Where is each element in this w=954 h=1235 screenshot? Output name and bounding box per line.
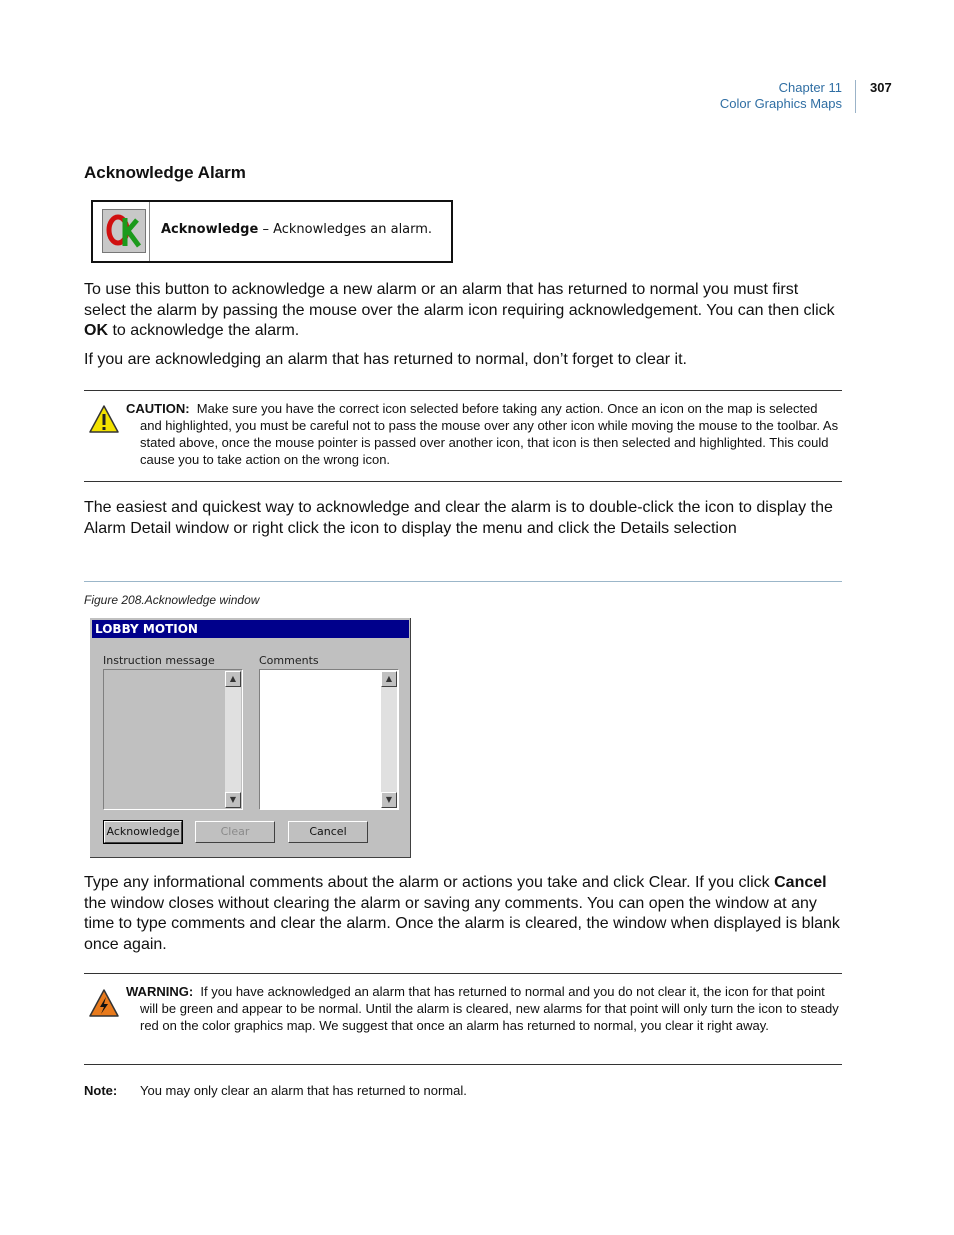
scroll-down-icon[interactable]: ▼ [381, 792, 397, 808]
warning-icon [88, 988, 120, 1023]
para4-text-end: the window closes without clearing the alarm or saving any comments. You can open the window at any time to type comments and clear the alarm. Once the alarm is cleared, the window when displayed is blank once again. [84, 894, 840, 953]
icon-cell [93, 202, 150, 261]
button-description [161, 222, 432, 237]
running-header [720, 80, 842, 112]
figure-caption: Figure 208.Acknowledge window [84, 593, 260, 607]
acknowledge-window [89, 617, 412, 859]
section-title: Acknowledge Alarm [84, 163, 246, 182]
warning-top-rule [84, 973, 842, 974]
instruction-label: Instruction message [103, 654, 215, 667]
button-desc-text: – Acknowledges an alarm. [258, 222, 433, 237]
caution-notice [126, 400, 842, 468]
para4-text: Type any informational comments about the alarm or actions you take and click Clear. If you click [84, 874, 775, 891]
clear-button[interactable]: Clear [195, 821, 275, 843]
caution-label: CAUTION: [126, 401, 190, 416]
note-label: Note: [84, 1083, 118, 1098]
paragraph-2: If you are acknowledging an alarm that has returned to normal, don’t forget to clear it. [84, 351, 687, 368]
toolbar-button-illustration [91, 200, 453, 263]
paragraph-3: The easiest and quickest way to acknowledge and clear the alarm is to double-click the icon to display the Alarm Detail window or right click the icon to display the menu and click the Details selection [84, 499, 833, 537]
caution-icon [88, 404, 120, 439]
caution-bottom-rule [84, 481, 842, 482]
acknowledge-button[interactable]: Acknowledge [104, 821, 182, 843]
window-title: LOBBY MOTION [92, 620, 409, 638]
warning-notice [126, 983, 842, 1034]
caution-text: Make sure you have the correct icon selected before taking any action. Once an icon on the map is selected and highlighted, you must be careful not to pass the mouse over any other icon while moving the mouse to the toolbar. As stated above, once the mouse pointer is passed over another icon, that icon is then selected and highlighted. This could cause you to take action on the wrong icon. [140, 401, 839, 467]
warning-bottom-rule [84, 1064, 842, 1065]
para1-text-end: to acknowledge the alarm. [108, 322, 300, 339]
button-name: Acknowledge [161, 222, 259, 237]
chapter-title: Color Graphics Maps [719, 96, 842, 111]
scroll-up-icon[interactable]: ▲ [225, 671, 241, 687]
scroll-down-icon[interactable]: ▼ [225, 792, 241, 808]
chapter-number: Chapter 11 [778, 80, 842, 95]
comments-label: Comments [259, 654, 319, 667]
cancel-bold: Cancel [774, 874, 827, 891]
ok-icon [102, 209, 146, 253]
paragraph-4 [84, 873, 844, 955]
cancel-button[interactable]: Cancel [288, 821, 368, 843]
instruction-scrollbar[interactable] [225, 671, 241, 808]
figure-rule [84, 581, 842, 582]
warning-label: WARNING: [126, 984, 194, 999]
page-number: 307 [870, 80, 892, 95]
paragraph-1 [84, 280, 844, 342]
ok-bold: OK [84, 322, 108, 339]
comments-scrollbar[interactable] [381, 671, 397, 808]
para1-text: To use this button to acknowledge a new alarm or an alarm that has returned to normal you must first select the alarm by passing the mouse over the alarm icon requiring acknowledgement. You can then click [84, 281, 835, 319]
caution-top-rule [84, 390, 842, 391]
note-text: You may only clear an alarm that has returned to normal. [140, 1083, 467, 1098]
comments-input[interactable] [259, 669, 399, 810]
header-divider [855, 80, 856, 113]
warning-text: If you have acknowledged an alarm that has returned to normal and you do not clear it, the icon for that point will be green and appear to be normal. Until the alarm is cleared, new alarms for that point will only turn the icon to steady red on the color graphics map. We suggest that once an alarm has returned to normal, you clear it right away. [140, 984, 839, 1033]
scroll-up-icon[interactable]: ▲ [381, 671, 397, 687]
instruction-message-box [103, 669, 243, 810]
